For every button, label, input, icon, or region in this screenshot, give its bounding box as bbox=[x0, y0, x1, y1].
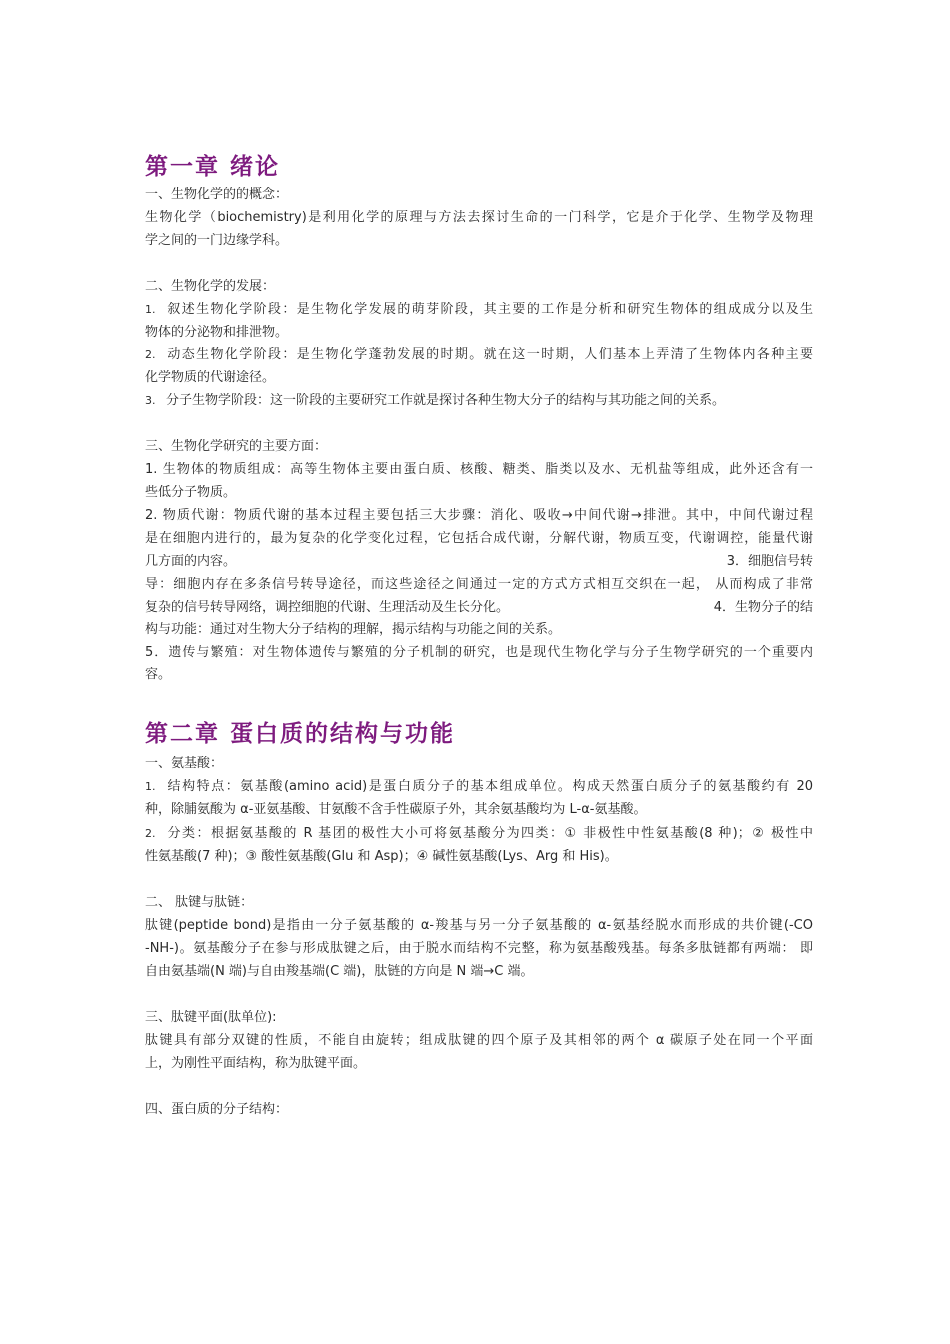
paragraph-line: 2. 物质代谢：物质代谢的基本过程主要包括三大步骤：消化、吸收→中间代谢→排泄。其中，中间代谢过程 bbox=[145, 508, 813, 523]
list-item-continuation: 性氨基酸(7 种)；③ 酸性氨基酸(Glu 和 Asp)；④ 碱性氨基酸(Lys、Arg 和 His)。 bbox=[145, 849, 618, 864]
chapter-1-title: 第一章 绪论 bbox=[145, 153, 281, 180]
paragraph-line: 构与功能：通过对生物大分子结构的理解，揭示结构与功能之间的关系。 bbox=[145, 622, 562, 637]
list-number: 1. bbox=[145, 780, 156, 793]
paragraph-line: 5．遗传与繁殖：对生物体遗传与繁殖的分子机制的研究，也是现代生物化学与分子生物学研究的一个重要内 bbox=[145, 645, 813, 660]
paragraph-line: 些低分子物质。 bbox=[145, 485, 237, 500]
paragraph-line: 1. 生物体的物质组成：高等生物体主要由蛋白质、核酸、糖类、脂类以及水、无机盐等组成，此外还含有一 bbox=[145, 462, 813, 477]
section-heading-peptide-bond: 二、 肽键与肽链： bbox=[145, 895, 254, 910]
section-heading-amino-acids: 一、氨基酸： bbox=[145, 756, 224, 771]
list-number: 1. bbox=[145, 303, 156, 316]
list-item-continuation: 物体的分泌物和排泄物。 bbox=[145, 325, 289, 340]
paragraph-line: 容。 bbox=[145, 667, 172, 682]
paragraph-line: 导：细胞内存在多条信号转导途径，而这些途径之间通过一定的方式方式相互交织在一起， 从而构成了非常 bbox=[145, 577, 813, 592]
list-item-text: 分子生物学阶段：这一阶段的主要研究工作就是探讨各种生物大分子的结构与其功能之间的关系。 bbox=[166, 393, 726, 408]
paragraph-line: 上，为刚性平面结构，称为肽键平面。 bbox=[145, 1056, 367, 1071]
paragraph-line: 是在细胞内进行的，最为复杂的化学变化过程，它包括合成代谢，分解代谢，物质互变，代谢调控，能量代谢 bbox=[145, 531, 813, 546]
paragraph-line: 肽键(peptide bond)是指由一分子氨基酸的 α-羧基与另一分子氨基酸的 α-氨基经脱水而形成的共价键(-CO bbox=[145, 918, 813, 933]
paragraph-line: 肽键具有部分双键的性质，不能自由旋转；组成肽键的四个原子及其相邻的两个 α 碳原子处在同一个平面 bbox=[145, 1033, 813, 1048]
list-item-continuation: 种，除脯氨酸为 α-亚氨基酸、甘氨酸不含手性碳原子外，其余氨基酸均为 L-α-氨基酸。 bbox=[145, 802, 647, 817]
chapter-2-title: 第二章 蛋白质的结构与功能 bbox=[145, 720, 456, 747]
list-item-text: 分类：根据氨基酸的 R 基团的极性大小可将氨基酸分为四类：① 非极性中性氨基酸(8 种)；② 极性中 bbox=[166, 826, 813, 841]
list-number: 2. bbox=[145, 348, 156, 361]
section-heading-research-areas: 三、生物化学研究的主要方面： bbox=[145, 439, 328, 454]
list-item bbox=[145, 393, 813, 409]
list-item bbox=[145, 826, 813, 842]
list-number: 3. bbox=[145, 394, 156, 407]
paragraph-line: 生物化学（biochemistry)是利用化学的原理与方法去探讨生命的一门科学，它是介于化学、生物学及物理 bbox=[145, 210, 813, 225]
list-item-continuation: 化学物质的代谢途径。 bbox=[145, 370, 276, 385]
paragraph-line: 自由氨基端(N 端)与自由羧基端(C 端)，肽链的方向是 N 端→C 端。 bbox=[145, 964, 534, 979]
section-heading-development: 二、生物化学的发展： bbox=[145, 279, 276, 294]
paragraph-line: 4．生物分子的结 bbox=[713, 600, 813, 615]
list-item-text: 结构特点：氨基酸(amino acid)是蛋白质分子的基本组成单位。构成天然蛋白质分子的氨基酸约有 20 bbox=[166, 779, 813, 794]
paragraph-line: 几方面的内容。 bbox=[145, 554, 237, 569]
paragraph-line: -NH-)。氨基酸分子在参与形成肽键之后，由于脱水而结构不完整，称为氨基酸残基。每条多肽链都有两端： 即 bbox=[145, 941, 813, 956]
section-heading-molecular-structure: 四、蛋白质的分子结构： bbox=[145, 1102, 289, 1117]
list-item-text: 动态生物化学阶段：是生物化学蓬勃发展的时期。就在这一时期，人们基本上弄清了生物体内各种主要 bbox=[166, 347, 813, 362]
list-item bbox=[145, 779, 813, 795]
list-item bbox=[145, 302, 813, 318]
list-number: 2. bbox=[145, 827, 156, 840]
paragraph-line: 3．细胞信号转 bbox=[726, 554, 813, 569]
list-item bbox=[145, 347, 813, 363]
paragraph-line: 复杂的信号转导网络，调控细胞的代谢、生理活动及生长分化。 bbox=[145, 600, 510, 615]
section-heading-concept: 一、生物化学的的概念： bbox=[145, 187, 289, 202]
paragraph-line: 学之间的一门边缘学科。 bbox=[145, 233, 289, 248]
list-item-text: 叙述生物化学阶段：是生物化学发展的萌芽阶段，其主要的工作是分析和研究生物体的组成成分以及生 bbox=[166, 302, 813, 317]
section-heading-peptide-plane: 三、肽键平面(肽单位): bbox=[145, 1010, 277, 1025]
